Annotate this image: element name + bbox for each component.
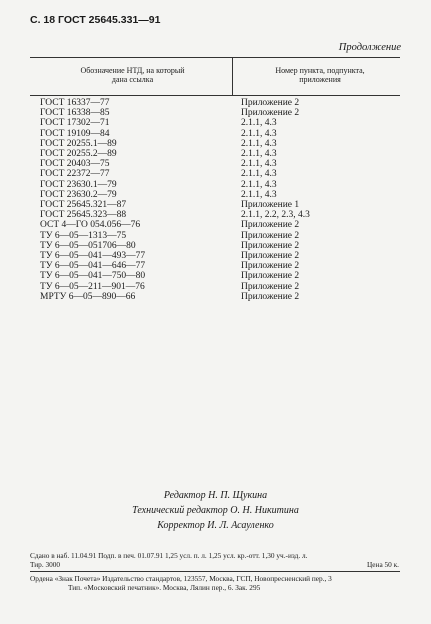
- ntd-designation: ГОСТ 20403—75: [40, 159, 110, 170]
- clause-reference: Приложение 2: [241, 251, 300, 261]
- credits: [0, 488, 431, 533]
- table-row: [40, 190, 400, 200]
- table-row: [40, 149, 400, 159]
- ntd-designation: МРТУ 6—05—890—66: [40, 291, 136, 302]
- table-row: [40, 210, 400, 220]
- clause-reference: 2.1.1, 4.3: [241, 138, 277, 149]
- table-row: [40, 118, 400, 128]
- clause-reference: 2.1.1, 4.3: [241, 189, 277, 200]
- table-row: [40, 139, 400, 149]
- ntd-designation: ГОСТ 17302—71: [40, 118, 110, 129]
- table-row: [40, 241, 400, 251]
- table-row: [40, 108, 400, 118]
- table-row: [40, 251, 400, 261]
- clause-reference: 2.1.1, 4.3: [241, 169, 277, 180]
- table-row: [40, 98, 400, 108]
- ntd-designation: ТУ 6—05—051706—80: [40, 240, 136, 251]
- table-column-divider: [232, 57, 233, 95]
- ntd-designation: ГОСТ 16337—77: [40, 98, 110, 108]
- clause-reference: 2.1.1, 4.3: [241, 159, 277, 170]
- table-row: [40, 169, 400, 179]
- table-row: [40, 231, 400, 241]
- tech-editor-credit: Технический редактор О. Н. Никитина: [132, 505, 299, 516]
- table-row: [40, 292, 400, 302]
- table-row: [40, 180, 400, 190]
- ntd-designation: ТУ 6—05—041—646—77: [40, 261, 146, 272]
- imprint-rule: [30, 571, 400, 572]
- clause-reference: 2.1.1, 2.2, 2.3, 4.3: [241, 210, 310, 221]
- clause-reference: Приложение 2: [241, 230, 300, 241]
- continuation-label: Продолжение: [338, 42, 401, 53]
- ntd-designation: ГОСТ 20255.2—89: [40, 149, 117, 159]
- column-header-ntd: Обозначение НТД, на который дана ссылка: [80, 66, 185, 84]
- ntd-designation: ГОСТ 20255.1—89: [40, 138, 117, 149]
- imprint-publisher: Ордена «Знак Почета» Издательство стандартов, 123557, Москва, ГСП, Новопресненский пер., 3: [30, 574, 332, 583]
- ntd-designation: ГОСТ 16338—85: [40, 108, 110, 119]
- clause-reference: 2.1.1, 4.3: [241, 118, 277, 129]
- editor-credit: Редактор Н. П. Щукина: [163, 490, 268, 501]
- ntd-designation: ГОСТ 19109—84: [40, 128, 110, 139]
- clause-reference: Приложение 2: [241, 291, 300, 302]
- clause-reference: Приложение 1: [241, 200, 300, 210]
- clause-reference: Приложение 2: [241, 98, 300, 108]
- imprint-printer: Тип. «Московский печатник». Москва, Лялин пер., 6. Зак. 295: [68, 583, 261, 592]
- clause-reference: 2.1.1, 4.3: [241, 149, 277, 159]
- table-row: [40, 282, 400, 292]
- clause-reference: Приложение 2: [241, 220, 300, 231]
- page-header: С. 18 ГОСТ 25645.331—91: [30, 14, 161, 26]
- ntd-designation: ТУ 6—05—211—901—76: [40, 281, 145, 292]
- column-header-clause: Номер пункта, подпункта, приложения: [275, 66, 365, 84]
- ntd-designation: ГОСТ 23630.2—79: [40, 189, 117, 200]
- table-header-rule: [30, 95, 400, 96]
- table-row: [40, 159, 400, 169]
- ntd-designation: ТУ 6—05—041—493—77: [40, 251, 146, 261]
- imprint-line-1: Сдано в наб. 11.04.91 Подп. в печ. 01.07.91 1,25 усл. п. л. 1,25 усл. кр.-отт. 1,30 уч.-изд. л.: [30, 551, 308, 560]
- ntd-designation: ГОСТ 25645.323—88: [40, 210, 127, 221]
- clause-reference: Приложение 2: [241, 108, 300, 119]
- clause-reference: Приложение 2: [241, 281, 300, 292]
- imprint-circulation: Тир. 3000: [30, 560, 61, 569]
- table-row: [40, 220, 400, 230]
- ntd-designation: ТУ 6—05—1313—75: [40, 230, 127, 241]
- imprint-price: Цена 50 к.: [367, 560, 399, 569]
- clause-reference: 2.1.1, 4.3: [241, 179, 277, 190]
- ntd-designation: ТУ 6—05—041—750—80: [40, 271, 146, 282]
- clause-reference: 2.1.1, 4.3: [241, 128, 277, 139]
- table-row: [40, 261, 400, 271]
- table-row: [40, 129, 400, 139]
- clause-reference: Приложение 2: [241, 240, 300, 251]
- table-row: [40, 271, 400, 281]
- ntd-designation: ГОСТ 23630.1—79: [40, 179, 117, 190]
- clause-reference: Приложение 2: [241, 271, 300, 282]
- ntd-designation: ОСТ 4—ГО 054.056—76: [40, 220, 141, 231]
- table-top-rule: [30, 57, 400, 58]
- table-row: [40, 200, 400, 210]
- proofreader-credit: Корректор И. Л. Асауленко: [157, 520, 274, 531]
- ntd-designation: ГОСТ 22372—77: [40, 169, 110, 180]
- clause-reference: Приложение 2: [241, 261, 300, 272]
- ntd-designation: ГОСТ 25645.321—87: [40, 200, 127, 210]
